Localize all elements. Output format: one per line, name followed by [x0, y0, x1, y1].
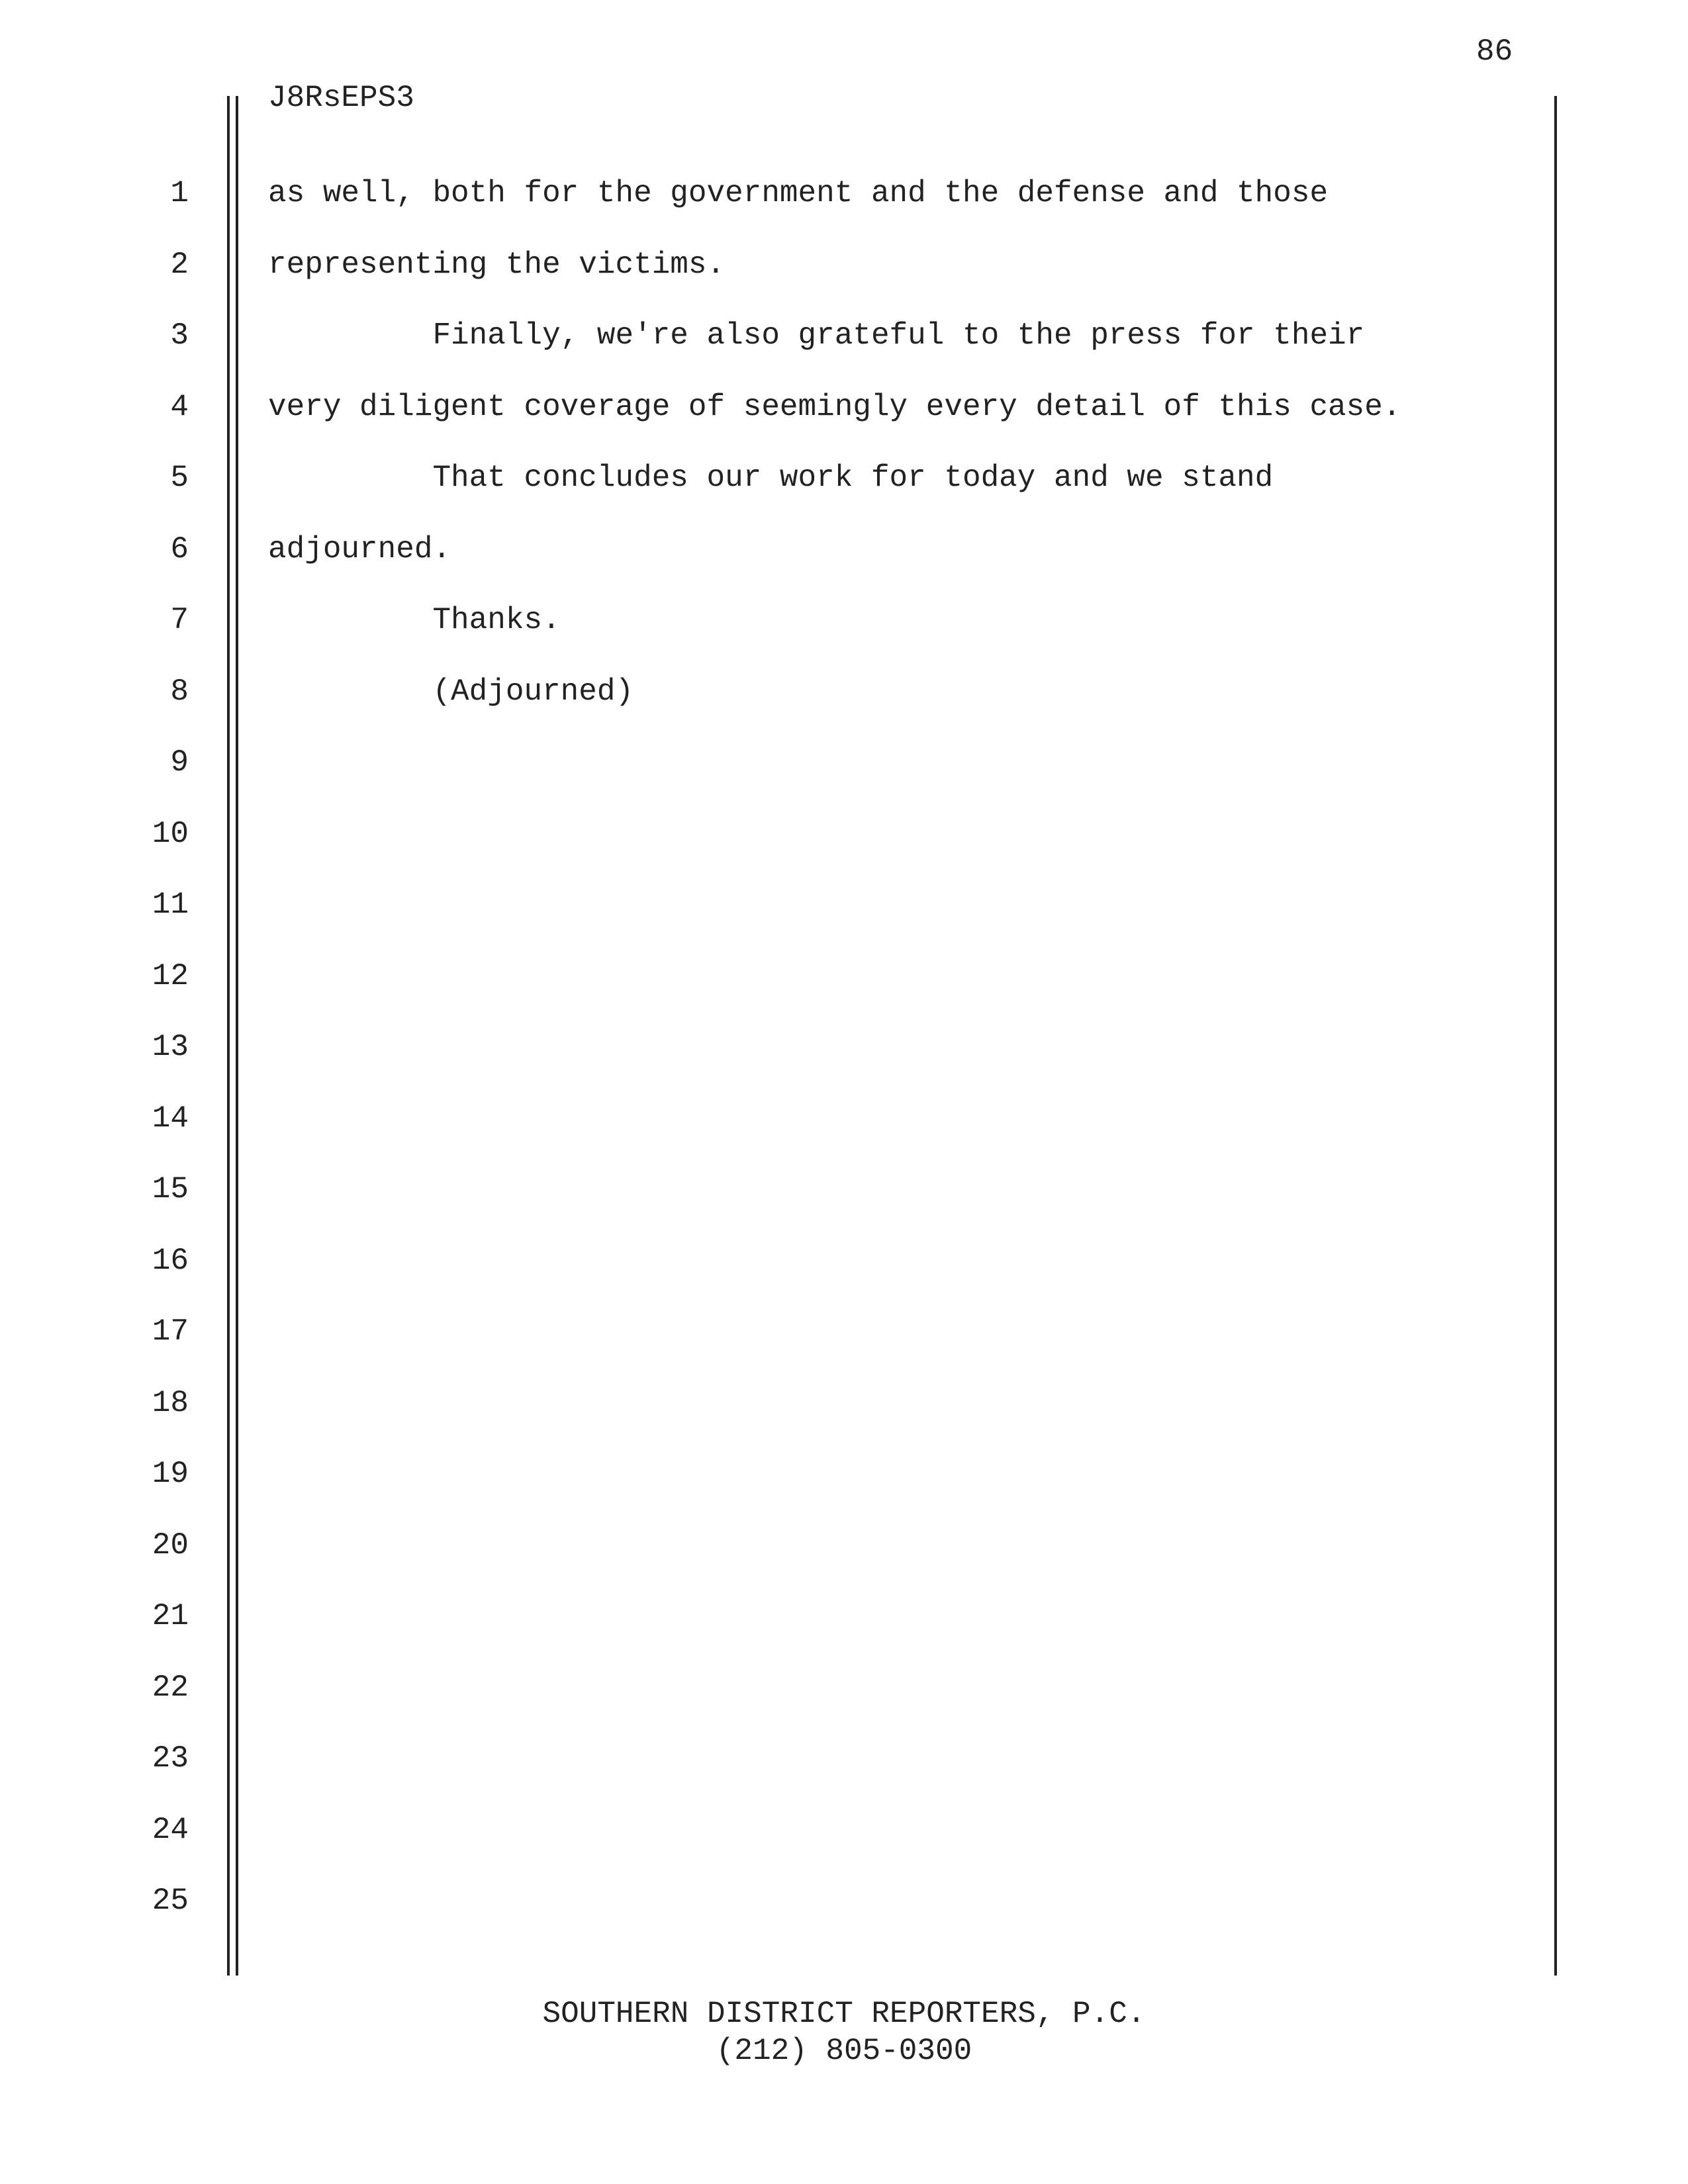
- line-text: (Adjourned): [268, 674, 634, 709]
- line-number: 12: [152, 959, 189, 993]
- transcript-line: [0, 814, 1688, 854]
- transcript-line: [0, 1312, 1688, 1351]
- transcript-line: [0, 529, 1688, 569]
- line-text: That concludes our work for today and we stand: [268, 461, 1274, 495]
- line-number: 14: [152, 1101, 189, 1136]
- line-number: 16: [152, 1244, 189, 1278]
- transcript-line: [0, 316, 1688, 355]
- line-text: adjourned.: [268, 532, 451, 567]
- transcript-line: [0, 1810, 1688, 1850]
- footer-phone: (212) 805-0300: [716, 2034, 972, 2068]
- line-text: Finally, we're also grateful to the press for their: [268, 318, 1365, 353]
- transcript-line: [0, 1241, 1688, 1281]
- line-number: 2: [170, 248, 189, 282]
- line-number: 19: [152, 1457, 189, 1491]
- page-number: 86: [1476, 34, 1513, 69]
- line-number: 21: [152, 1599, 189, 1633]
- line-number: 10: [152, 817, 189, 851]
- line-number: 4: [170, 390, 189, 424]
- line-number: 5: [170, 461, 189, 495]
- transcript-line: [0, 1739, 1688, 1778]
- line-text: representing the victims.: [268, 248, 726, 282]
- footer-company: SOUTHERN DISTRICT REPORTERS, P.C.: [542, 1997, 1146, 2031]
- line-number: 18: [152, 1386, 189, 1420]
- transcript-line: [0, 173, 1688, 213]
- transcript-line: [0, 1881, 1688, 1921]
- line-number: 7: [170, 603, 189, 637]
- line-number: 15: [152, 1172, 189, 1206]
- line-number: 20: [152, 1528, 189, 1563]
- line-number: 9: [170, 745, 189, 780]
- line-number: 13: [152, 1030, 189, 1064]
- transcript-line: [0, 1099, 1688, 1138]
- line-number: 1: [170, 176, 189, 210]
- line-number: 6: [170, 532, 189, 567]
- line-number: 3: [170, 318, 189, 353]
- transcript-line: [0, 1383, 1688, 1423]
- transcript-line: [0, 1596, 1688, 1636]
- transcript-line: [0, 956, 1688, 996]
- transcript-line: [0, 458, 1688, 498]
- transcript-line: [0, 1525, 1688, 1565]
- transcript-line: [0, 743, 1688, 782]
- transcript-line: [0, 387, 1688, 427]
- line-number: 24: [152, 1813, 189, 1847]
- line-text: as well, both for the government and the defense and those: [268, 176, 1329, 210]
- footer: [0, 1995, 1688, 2070]
- line-text: Thanks.: [268, 603, 561, 637]
- case-id: J8RsEPS3: [268, 81, 414, 115]
- transcript-line: [0, 885, 1688, 925]
- transcript-line: [0, 1668, 1688, 1707]
- transcript-line: [0, 1027, 1688, 1067]
- line-text: very diligent coverage of seemingly every detail of this case.: [268, 390, 1401, 424]
- line-number: 11: [152, 887, 189, 922]
- transcript-line: [0, 245, 1688, 285]
- line-number: 17: [152, 1314, 189, 1349]
- line-number: 23: [152, 1741, 189, 1776]
- transcript-line: [0, 672, 1688, 711]
- transcript-line: [0, 1169, 1688, 1209]
- line-number: 25: [152, 1884, 189, 1918]
- transcript-line: [0, 1454, 1688, 1494]
- transcript-line: [0, 600, 1688, 640]
- line-number: 8: [170, 674, 189, 709]
- line-number: 22: [152, 1670, 189, 1705]
